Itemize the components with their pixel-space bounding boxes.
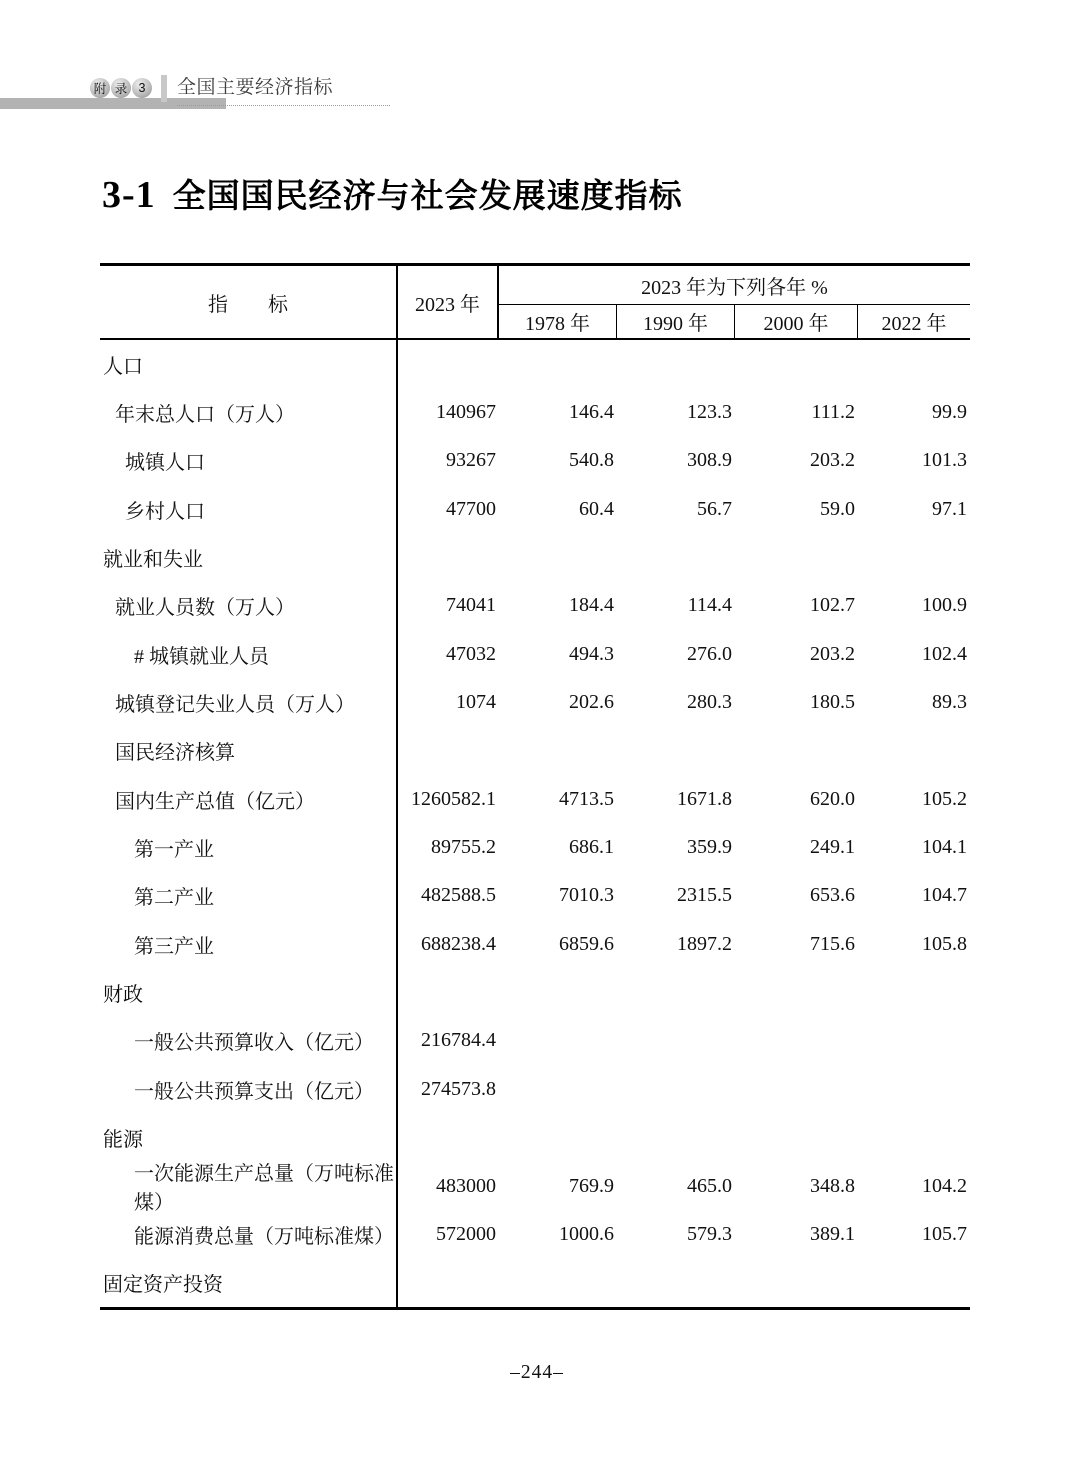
row-value: 105.7: [922, 1222, 967, 1245]
header-divider: [161, 75, 167, 102]
row-value: [617, 533, 735, 581]
row-value: 274573.8: [421, 1077, 496, 1100]
row-label: 财政: [100, 968, 398, 1016]
row-value: [735, 1259, 858, 1307]
row-value: [858, 727, 970, 775]
row-value: 104.1: [922, 836, 967, 859]
row-value: 1074: [456, 691, 496, 714]
row-value: [617, 1017, 735, 1065]
row-value: [617, 968, 735, 1016]
row-value: 769.9: [569, 1174, 614, 1197]
row-value: 101.3: [922, 449, 967, 472]
row-value: [617, 340, 735, 388]
row-value: 202.6: [569, 691, 614, 714]
row-value: [398, 533, 499, 581]
row-value: 483000: [436, 1174, 496, 1197]
row-value: [735, 727, 858, 775]
appendix-badge: [90, 70, 390, 106]
row-value: 89.3: [932, 691, 967, 714]
row-value: [499, 1114, 617, 1162]
row-value: 146.4: [569, 401, 614, 424]
page-number: –244–: [510, 1362, 564, 1383]
col-header-1978: 1978 年: [499, 305, 617, 338]
row-value: [858, 1114, 970, 1162]
table-number: 3-1: [102, 174, 156, 216]
table-title: [102, 170, 683, 217]
row-value: 494.3: [569, 642, 614, 665]
table-header: [100, 266, 970, 340]
row-value: 1000.6: [559, 1222, 614, 1245]
col-header-group: 2023 年为下列各年 %: [499, 266, 970, 305]
row-value: 180.5: [810, 691, 855, 714]
badge-circle-char: 3: [132, 78, 152, 98]
row-value: 686.1: [569, 836, 614, 859]
row-label: 第三产业: [100, 920, 398, 968]
row-value: 482588.5: [421, 884, 496, 907]
row-value: 104.2: [922, 1174, 967, 1197]
row-value: 100.9: [922, 594, 967, 617]
row-label: 固定资产投资: [100, 1259, 398, 1307]
table-row: [100, 1259, 970, 1307]
row-value: [499, 968, 617, 1016]
row-label: 国内生产总值（亿元）: [100, 775, 398, 823]
row-value: 123.3: [687, 401, 732, 424]
table-title-text: 全国国民经济与社会发展速度指标: [172, 177, 683, 214]
row-value: 389.1: [810, 1222, 855, 1245]
row-value: 60.4: [579, 497, 614, 520]
table-row: [100, 340, 970, 388]
row-value: 2315.5: [677, 884, 732, 907]
col-header-group-wrap: [499, 266, 970, 338]
table-row: [100, 678, 970, 726]
row-label: 一般公共预算支出（亿元）: [100, 1065, 398, 1113]
row-value: 216784.4: [421, 1029, 496, 1052]
row-value: 688238.4: [421, 932, 496, 955]
row-value: 1897.2: [677, 932, 732, 955]
row-label: 就业人员数（万人）: [100, 582, 398, 630]
badge-circle-char: 录: [111, 78, 131, 98]
row-value: 99.9: [932, 401, 967, 424]
table-row: [100, 1114, 970, 1162]
row-label: 一次能源生产总量（万吨标准煤）: [100, 1162, 398, 1210]
row-value: 105.2: [922, 787, 967, 810]
row-label: 人口: [100, 340, 398, 388]
row-value: 308.9: [687, 449, 732, 472]
table-row: [100, 533, 970, 581]
row-label: 城镇人口: [100, 437, 398, 485]
row-value: [499, 340, 617, 388]
row-value: [398, 1114, 499, 1162]
table-row: [100, 775, 970, 823]
row-value: [398, 1259, 499, 1307]
row-value: 140967: [436, 401, 496, 424]
row-value: 359.9: [687, 836, 732, 859]
row-label: # 城镇就业人员: [100, 630, 398, 678]
row-label: 第一产业: [100, 823, 398, 871]
row-value: [398, 340, 499, 388]
row-value: [617, 727, 735, 775]
table-row: [100, 437, 970, 485]
row-value: [617, 1065, 735, 1113]
row-value: 7010.3: [559, 884, 614, 907]
row-value: [858, 1065, 970, 1113]
row-label: 城镇登记失业人员（万人）: [100, 678, 398, 726]
row-value: [858, 1017, 970, 1065]
table-body: [100, 340, 970, 1307]
table-row: [100, 582, 970, 630]
row-value: [858, 533, 970, 581]
table-row: [100, 388, 970, 436]
row-value: 249.1: [810, 836, 855, 859]
badge-circle-char: 附: [90, 78, 110, 98]
row-value: 1260582.1: [411, 787, 496, 810]
row-value: 74041: [446, 594, 496, 617]
row-value: 348.8: [810, 1174, 855, 1197]
row-value: [735, 1017, 858, 1065]
col-header-1990: 1990 年: [617, 305, 735, 338]
row-value: 6859.6: [559, 932, 614, 955]
row-value: [499, 1259, 617, 1307]
row-label: 年末总人口（万人）: [100, 388, 398, 436]
row-value: [858, 1259, 970, 1307]
row-value: [858, 968, 970, 1016]
statistics-table: [100, 263, 970, 1310]
col-header-2023: 2023 年: [398, 266, 499, 338]
table-row: [100, 630, 970, 678]
row-value: 203.2: [810, 642, 855, 665]
col-header-indicator: 指 标: [100, 266, 398, 338]
row-value: 102.4: [922, 642, 967, 665]
table-row: [100, 727, 970, 775]
table-row: [100, 1210, 970, 1258]
row-value: 102.7: [810, 594, 855, 617]
row-value: 540.8: [569, 449, 614, 472]
row-value: 59.0: [820, 497, 855, 520]
row-value: [735, 968, 858, 1016]
row-value: 4713.5: [559, 787, 614, 810]
row-value: 572000: [436, 1222, 496, 1245]
row-value: [735, 533, 858, 581]
row-label: 能源: [100, 1114, 398, 1162]
row-value: 114.4: [687, 594, 732, 617]
row-label: 乡村人口: [100, 485, 398, 533]
table-row: [100, 1017, 970, 1065]
row-value: 203.2: [810, 449, 855, 472]
row-value: 97.1: [932, 497, 967, 520]
row-label: 国民经济核算: [100, 727, 398, 775]
row-label: 第二产业: [100, 872, 398, 920]
row-value: 1671.8: [677, 787, 732, 810]
col-header-2022: 2022 年: [881, 313, 947, 335]
row-value: 105.8: [922, 932, 967, 955]
col-header-2000: 2000 年: [735, 305, 858, 338]
row-value: [858, 340, 970, 388]
row-value: [735, 1065, 858, 1113]
row-value: 715.6: [810, 932, 855, 955]
row-value: 276.0: [687, 642, 732, 665]
table-row: [100, 823, 970, 871]
row-label: 能源消费总量（万吨标准煤）: [100, 1210, 398, 1258]
row-value: 465.0: [687, 1174, 732, 1197]
row-label: 一般公共预算收入（亿元）: [100, 1017, 398, 1065]
row-value: [735, 340, 858, 388]
row-value: [617, 1259, 735, 1307]
row-value: [499, 533, 617, 581]
row-value: 579.3: [687, 1222, 732, 1245]
table-row: [100, 1065, 970, 1113]
row-value: 56.7: [697, 497, 732, 520]
table-row: [100, 968, 970, 1016]
col-header-subyears: [499, 305, 970, 338]
row-value: [398, 727, 499, 775]
row-value: [617, 1114, 735, 1162]
row-value: [735, 1114, 858, 1162]
table-row: [100, 872, 970, 920]
row-label: 就业和失业: [100, 533, 398, 581]
row-value: 47700: [446, 497, 496, 520]
row-value: 47032: [446, 642, 496, 665]
row-value: [499, 1065, 617, 1113]
running-head-title: 全国主要经济指标: [177, 70, 390, 106]
row-value: 184.4: [569, 594, 614, 617]
table-row: [100, 1162, 970, 1215]
row-value: 89755.2: [431, 836, 496, 859]
row-value: 104.7: [922, 884, 967, 907]
row-value: 653.6: [810, 884, 855, 907]
row-value: 93267: [446, 449, 496, 472]
row-value: [398, 968, 499, 1016]
row-value: 620.0: [810, 787, 855, 810]
table-row: [100, 485, 970, 533]
row-value: 280.3: [687, 691, 732, 714]
row-value: 111.2: [811, 401, 855, 424]
row-value: [499, 727, 617, 775]
table-row: [100, 920, 970, 968]
row-value: [499, 1017, 617, 1065]
